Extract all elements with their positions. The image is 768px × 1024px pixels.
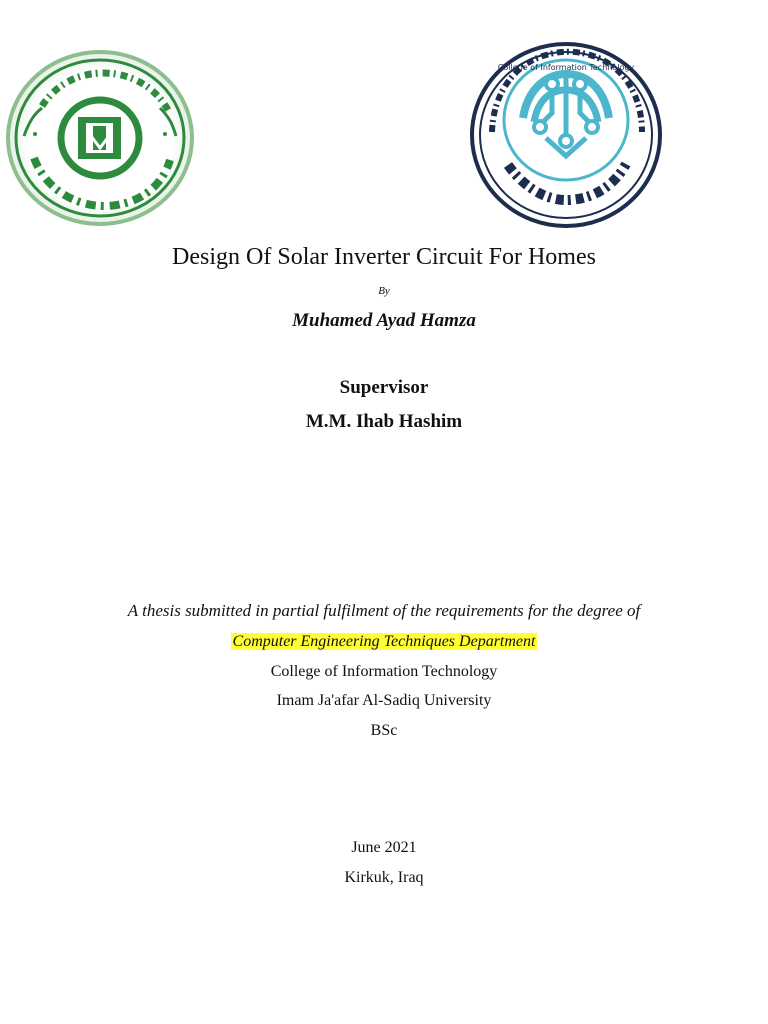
college-information-technology-logo	[468, 40, 664, 230]
thesis-statement: A thesis submitted in partial fulfilment of the requirements for the degree of	[127, 601, 641, 620]
department-name	[0, 631, 768, 653]
college-name: College of Information Technology	[270, 663, 498, 680]
submission-location: Kirkuk, Iraq	[344, 869, 424, 886]
supervisor-label: Supervisor	[339, 377, 429, 398]
by-label: By	[378, 285, 390, 297]
university-seal-logo	[4, 48, 196, 228]
supervisor-name: M.M. Ihab Hashim	[305, 411, 463, 432]
college-logo-caption: College of Information Technology	[497, 63, 635, 72]
department-highlight: Computer Engineering Techniques Department	[232, 633, 536, 650]
submission-date: June 2021	[351, 839, 417, 856]
degree-name: BSc	[370, 722, 398, 739]
author-name: Muhamed Ayad Hamza	[292, 310, 476, 331]
thesis-title: Design Of Solar Inverter Circuit For Homes	[172, 244, 596, 270]
university-name: Imam Ja'afar Al-Sadiq University	[276, 692, 492, 709]
